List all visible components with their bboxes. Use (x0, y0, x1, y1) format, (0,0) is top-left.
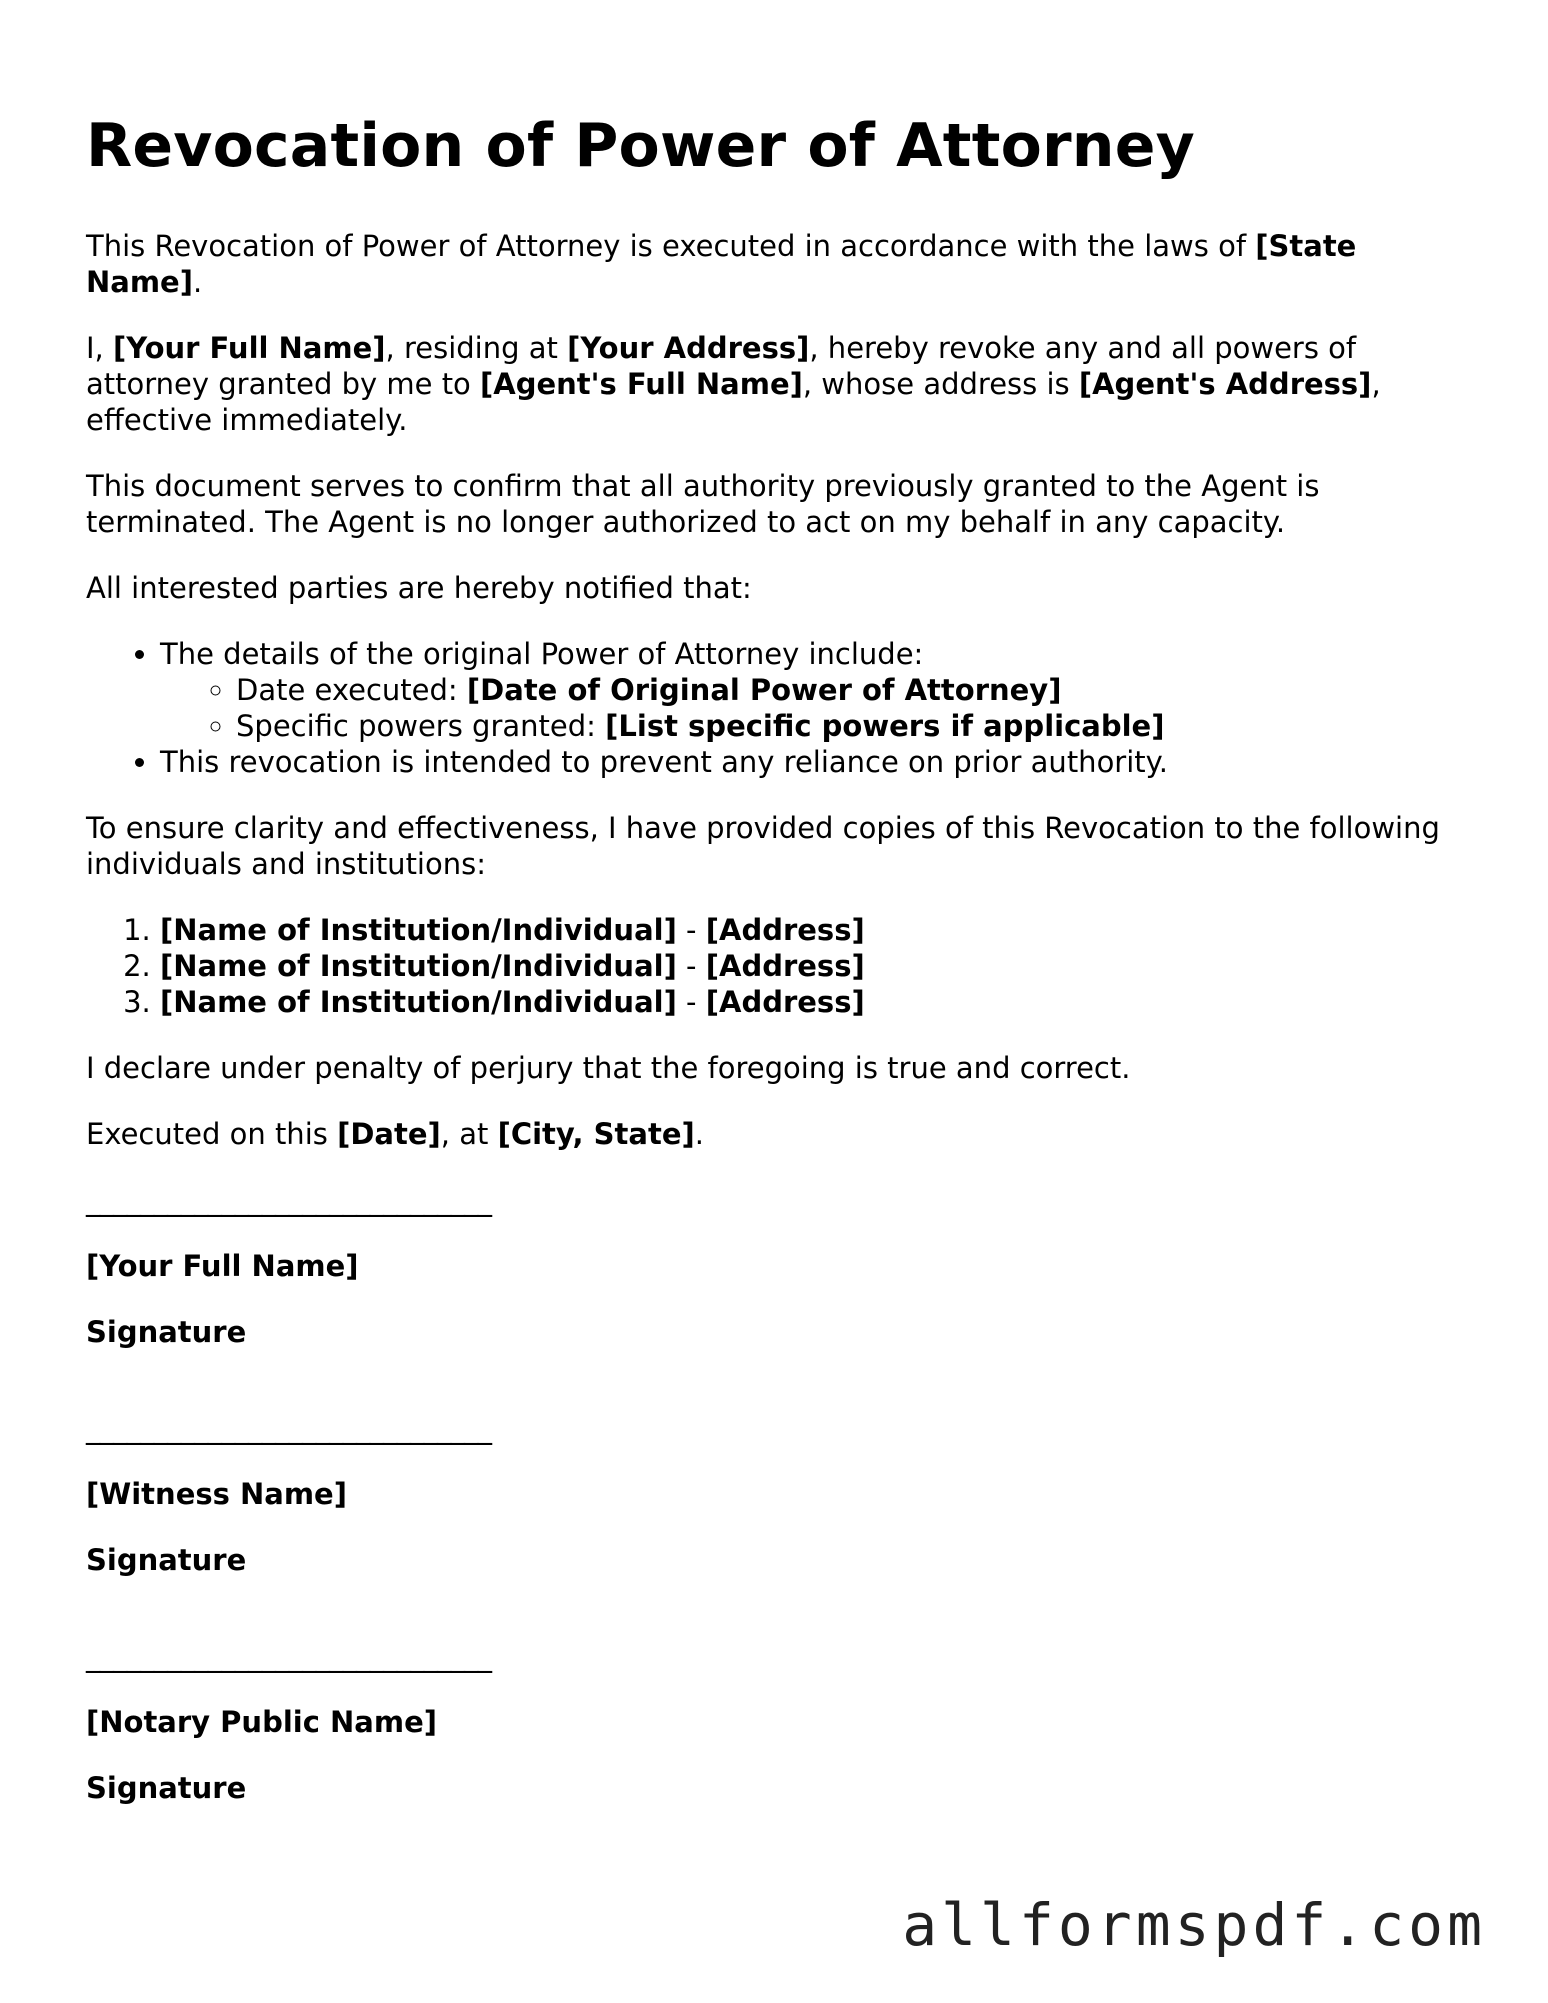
institution-address-field: [Address] (705, 949, 865, 983)
paragraph-revocation (86, 330, 1466, 438)
signature-block-notary (86, 1638, 1466, 1806)
list-item (236, 708, 1466, 744)
signature-block-principal (86, 1182, 1466, 1350)
institution-name-field: [Name of Institution/Individual] (160, 985, 677, 1019)
notice-bullet-list (86, 636, 1466, 780)
revocation-text-c: , hereby revoke any and all powers of attorney granted by me to (86, 331, 1357, 401)
paragraph-copies: To ensure clarity and effectiveness, I have provided copies of this Revocation to the following individuals and institutions: (86, 811, 1440, 881)
paragraph-declaration: I declare under penalty of perjury that the foregoing is true and correct. (86, 1051, 1131, 1085)
executed-text-c: . (694, 1117, 704, 1151)
copies-recipient-list (86, 912, 1466, 1020)
revocation-text-e: , effective immediately. (86, 367, 1381, 437)
signature-label: Signature (86, 1543, 247, 1577)
paragraph-confirmation: This document serves to confirm that all authority previously granted to the Agent is terminated. The Agent is no longer authorized to act on my behalf in any capacity. (86, 469, 1320, 539)
revocation-text-d: , whose address is (802, 367, 1079, 401)
signature-line: ______________________________ (86, 1183, 491, 1217)
separator: - (676, 985, 706, 1019)
separator: - (676, 913, 706, 947)
agent-address-field: [Agent's Address] (1078, 367, 1372, 401)
separator: - (676, 949, 706, 983)
paragraph-execution (86, 1116, 1466, 1152)
institution-name-field: [Name of Institution/Individual] (160, 949, 677, 983)
list-item: • This revocation is intended to prevent any reliance on prior authority. (160, 744, 1466, 780)
signature-block-witness (86, 1410, 1466, 1578)
list-item (160, 948, 1466, 984)
specific-powers-label: Specific powers granted: (236, 709, 606, 743)
list-item (160, 912, 1466, 948)
institution-address-field: [Address] (705, 913, 865, 947)
executed-text-b: , at (440, 1117, 498, 1151)
site-watermark: allformspdf.com (902, 1891, 1486, 1959)
revocation-text-a: I, (86, 331, 113, 365)
signature-line: ______________________________ (86, 1411, 491, 1445)
list-item (236, 672, 1466, 708)
signature-label: Signature (86, 1315, 247, 1349)
list-item (160, 636, 1466, 744)
original-poa-sub-list (160, 672, 1466, 744)
state-name-field: [State Name] (86, 229, 1357, 299)
signature-line: ______________________________ (86, 1639, 491, 1673)
document-title: Revocation of Power of Attorney (86, 111, 1195, 181)
signer-name-field: [Your Full Name] (86, 1249, 359, 1283)
period: . (192, 265, 203, 299)
list-item (160, 984, 1466, 1020)
institution-name-field: [Name of Institution/Individual] (160, 913, 677, 947)
paragraph-jurisdiction (86, 228, 1466, 300)
executed-text-a: Executed on this (86, 1117, 338, 1151)
paragraph-notice: All interested parties are hereby notified that: (86, 571, 752, 605)
witness-name-field: [Witness Name] (86, 1477, 347, 1511)
notary-name-field: [Notary Public Name] (86, 1705, 437, 1739)
revocation-text-b: , residing at (385, 331, 568, 365)
jurisdiction-text: This Revocation of Power of Attorney is executed in accordance with the laws of (86, 229, 1256, 263)
original-poa-details-text: The details of the original Power of Attorney include: (160, 637, 924, 671)
city-state-field: [City, State] (497, 1117, 695, 1151)
date-executed-label: Date executed: (236, 673, 467, 707)
original-date-field: [Date of Original Power of Attorney] (466, 673, 1062, 707)
your-full-name-field: [Your Full Name] (113, 331, 386, 365)
institution-address-field: [Address] (705, 985, 865, 1019)
signature-label: Signature (86, 1771, 247, 1805)
execution-date-field: [Date] (337, 1117, 441, 1151)
agent-full-name-field: [Agent's Full Name] (480, 367, 803, 401)
your-address-field: [Your Address] (567, 331, 810, 365)
document-page (86, 104, 1466, 1866)
specific-powers-field: [List specific powers if applicable] (605, 709, 1165, 743)
